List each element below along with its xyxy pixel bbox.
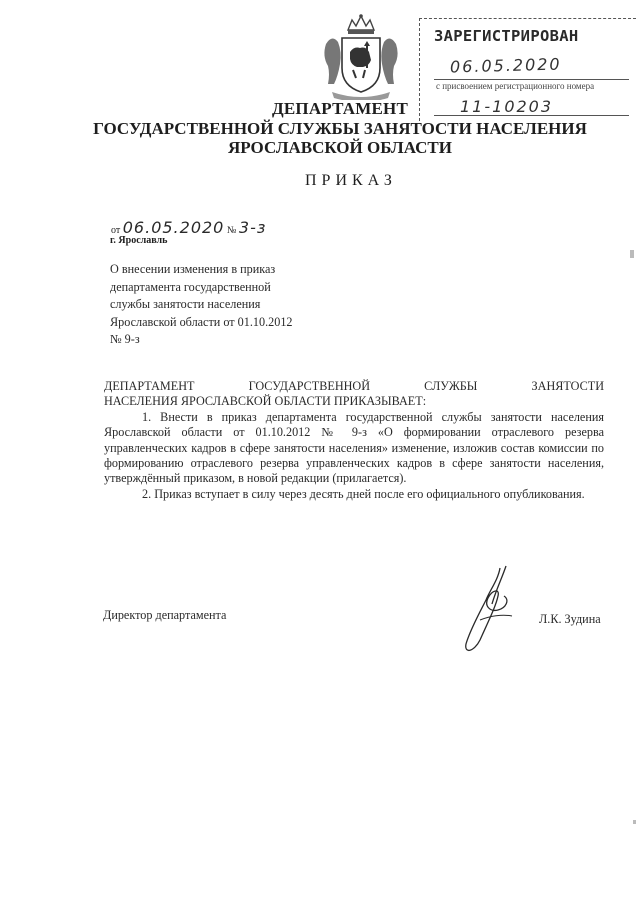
- stamp-divider: [434, 79, 629, 80]
- scan-artifact: [633, 820, 636, 824]
- coat-of-arms-emblem: [318, 12, 404, 100]
- preamble-line1: ДЕПАРТАМЕНТ ГОСУДАРСТВЕННОЙ СЛУЖБЫ ЗАНЯТОСТИ: [104, 379, 604, 393]
- handwritten-signature: [440, 560, 550, 660]
- order-city: г. Ярославль: [110, 235, 168, 246]
- from-label: от: [111, 225, 121, 236]
- document-type: ПРИКАЗ: [305, 172, 397, 189]
- stamp-subtitle: с присвоением регистрационного номера: [436, 81, 595, 91]
- number-label: №: [226, 225, 237, 236]
- subject-line: Ярославской области от 01.10.2012: [110, 314, 293, 329]
- department-title-line1: ДЕПАРТАМЕНТ: [271, 99, 409, 118]
- order-body: [104, 379, 604, 502]
- department-title-line3: ЯРОСЛАВСКОЙ ОБЛАСТИ: [228, 138, 452, 157]
- subject-line: № 9-з: [110, 332, 140, 347]
- department-title-line2: ГОСУДАРСТВЕННОЙ СЛУЖБЫ ЗАНЯТОСТИ НАСЕЛЕНИЯ: [93, 119, 587, 138]
- order-item-1: 1. Внести в приказ департамента государственной службы занятости населения Ярославской области от 01.10.2012 № 9-з «О формировании отраслевого резерва управленческих кадров в сфере занятости населения» изменение, изложив состав комиссии по формированию отраслевого резерва управленческих кадров в сфере занятости населения, утверждённый приказом, в новой редакции (прилагается).: [104, 409, 604, 486]
- scan-artifact: [630, 250, 634, 258]
- order-number: 3-з: [238, 218, 267, 237]
- order-date: 06.05.2020: [122, 218, 225, 237]
- stamp-title: ЗАРЕГИСТРИРОВАН: [434, 27, 579, 45]
- stamp-date: 06.05.2020: [449, 54, 562, 77]
- subject-line: департамента государственной: [110, 279, 271, 294]
- stamp-reg-number: 11-10203: [460, 97, 554, 116]
- signer-name: Л.К. Зудина: [539, 612, 601, 626]
- subject-line: службы занятости населения: [110, 297, 261, 312]
- order-item-2: 2. Приказ вступает в силу через десять дней после его официального опубликования.: [142, 486, 585, 501]
- subject-line: О внесении изменения в приказ: [110, 262, 276, 276]
- signer-position: Директор департамента: [103, 608, 227, 622]
- order-subject: [110, 261, 360, 349]
- preamble-line2: НАСЕЛЕНИЯ ЯРОСЛАВСКОЙ ОБЛАСТИ ПРИКАЗЫВАЕТ:: [104, 394, 427, 409]
